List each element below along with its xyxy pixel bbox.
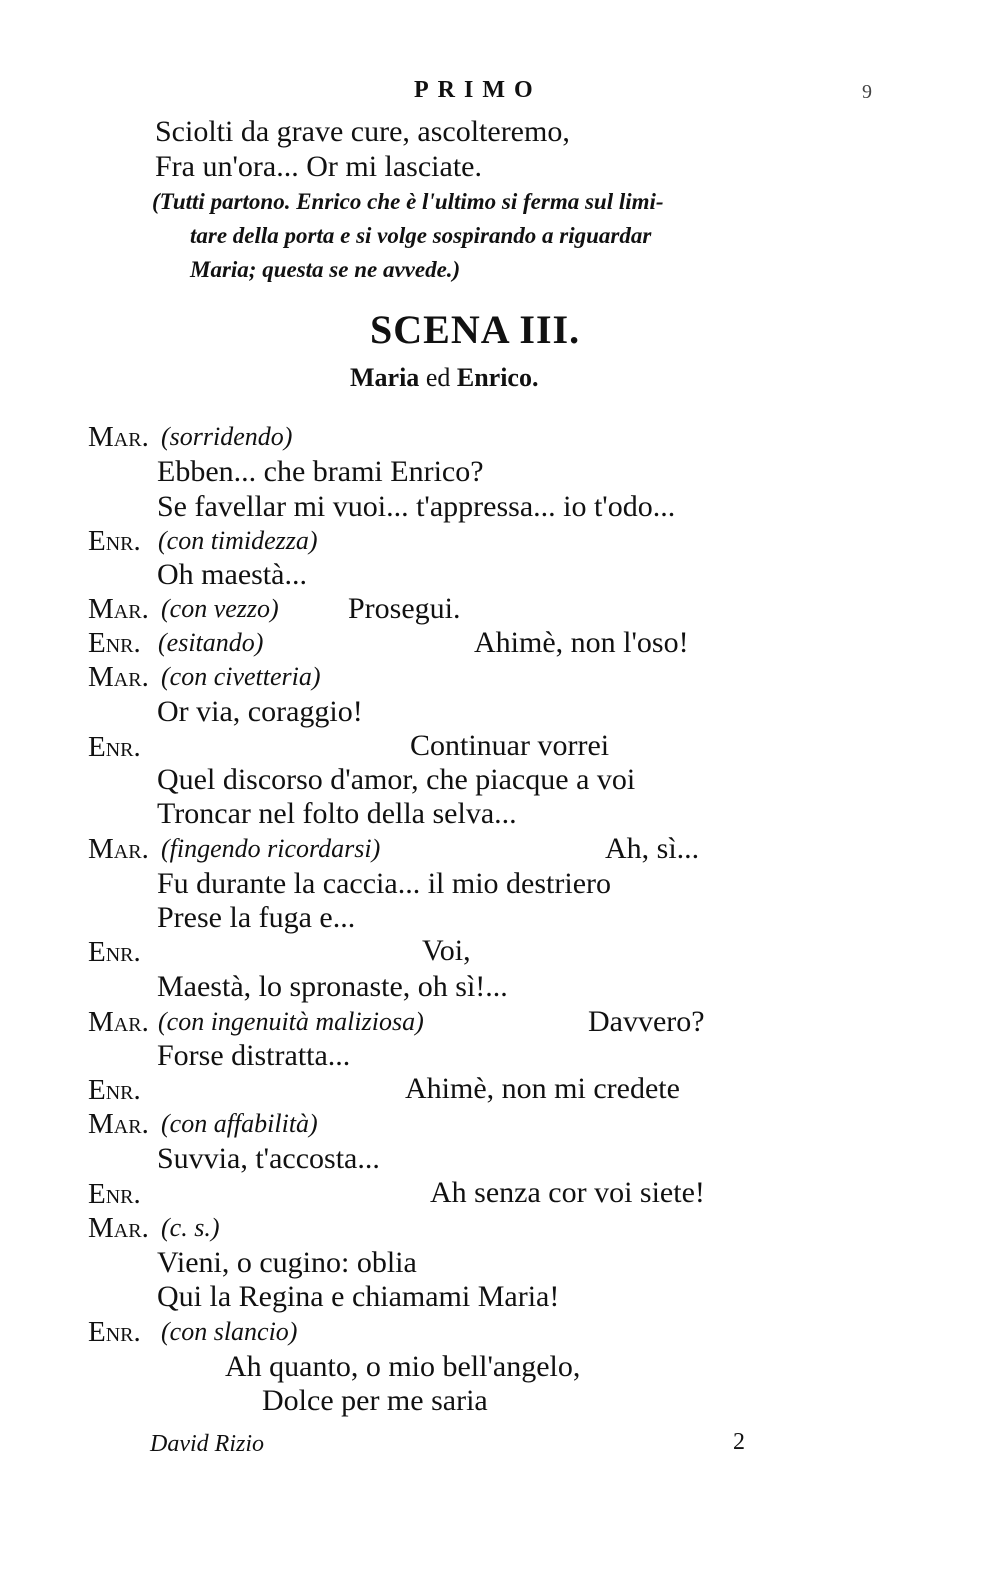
speaker-label: Enr. xyxy=(88,1074,141,1106)
stage-direction: (fingendo ricordarsi) xyxy=(161,834,381,863)
verse-line: Ahimè, non l'oso! xyxy=(474,626,689,659)
verse-line: Ah quanto, o mio bell'angelo, xyxy=(225,1350,581,1383)
speaker-label: Mar. xyxy=(88,593,149,625)
verse-line: Ebben... che brami Enrico? xyxy=(157,455,484,488)
speaker-label: Mar. xyxy=(88,1212,149,1244)
verse-line: Se favellar mi vuoi... t'appressa... io t'odo... xyxy=(157,490,676,523)
speaker-label: Enr. xyxy=(88,1178,141,1210)
stage-direction: (con ingenuità maliziosa) xyxy=(158,1007,424,1036)
verse-line: Or via, coraggio! xyxy=(157,695,363,728)
verse-line: Vieni, o cugino: oblia xyxy=(157,1246,417,1279)
verse-line: Davvero? xyxy=(588,1005,705,1038)
stage-direction: (con slancio) xyxy=(161,1317,298,1346)
speaker-label: Mar. xyxy=(88,1006,149,1038)
verse-line: Forse distratta... xyxy=(157,1039,351,1072)
scene-characters xyxy=(350,365,538,391)
stage-direction: (c. s.) xyxy=(161,1213,220,1242)
stage-direction: (con vezzo) xyxy=(161,594,279,623)
character-name: Enrico. xyxy=(456,363,539,392)
stage-direction-line: Maria; questa se ne avvede.) xyxy=(190,257,461,282)
stage-direction: (sorridendo) xyxy=(161,422,293,451)
stage-direction: (con affabilità) xyxy=(161,1109,318,1138)
verse-line: Dolce per me saria xyxy=(262,1384,488,1417)
verse-line: Fu durante la caccia... il mio destriero xyxy=(157,867,611,900)
speaker-label: Mar. xyxy=(88,421,149,453)
stage-direction-line: tare della porta e si volge sospirando a riguardar xyxy=(190,223,652,248)
stage-direction-line: (Tutti partono. Enrico che è l'ultimo si ferma sul limi- xyxy=(152,189,664,214)
page-number: 9 xyxy=(862,81,872,103)
speaker-label: Enr. xyxy=(88,1316,141,1348)
stage-direction: (con timidezza) xyxy=(158,526,318,555)
speaker-label: Mar. xyxy=(88,833,149,865)
running-header: PRIMO xyxy=(414,77,542,103)
verse-line: Continuar vorrei xyxy=(410,729,610,762)
verse-line: Qui la Regina e chiamami Maria! xyxy=(157,1280,560,1313)
verse-line: Ah senza cor voi siete! xyxy=(430,1176,705,1209)
speaker-label: Enr. xyxy=(88,627,141,659)
character-name: Maria xyxy=(350,363,420,392)
verse-line: Fra un'ora... Or mi lasciate. xyxy=(155,150,482,183)
verse-line: Prosegui. xyxy=(348,592,461,625)
verse-line: Quel discorso d'amor, che piacque a voi xyxy=(157,763,636,796)
speaker-label: Enr. xyxy=(88,936,141,968)
stage-direction: (con civetteria) xyxy=(161,662,321,691)
footer-title: David Rizio xyxy=(150,1431,264,1457)
verse-line: Maestà, lo spronaste, oh sì!... xyxy=(157,970,508,1003)
speaker-label: Mar. xyxy=(88,661,149,693)
signature-mark: 2 xyxy=(733,1429,745,1455)
scene-title: SCENA III. xyxy=(370,307,581,352)
verse-line: Troncar nel folto della selva... xyxy=(157,797,517,830)
verse-line: Prese la fuga e... xyxy=(157,901,356,934)
verse-line: Suvvia, t'accosta... xyxy=(157,1142,380,1175)
verse-line: Sciolti da grave cure, ascolteremo, xyxy=(155,115,570,148)
speaker-label: Enr. xyxy=(88,525,141,557)
stage-direction: (esitando) xyxy=(158,628,264,657)
verse-line: Voi, xyxy=(422,934,471,967)
conjunction: ed xyxy=(419,363,457,392)
speaker-label: Mar. xyxy=(88,1108,149,1140)
verse-line: Ah, sì... xyxy=(605,832,700,865)
verse-line: Ahimè, non mi credete xyxy=(405,1072,680,1105)
verse-line: Oh maestà... xyxy=(157,558,307,591)
speaker-label: Enr. xyxy=(88,731,141,763)
